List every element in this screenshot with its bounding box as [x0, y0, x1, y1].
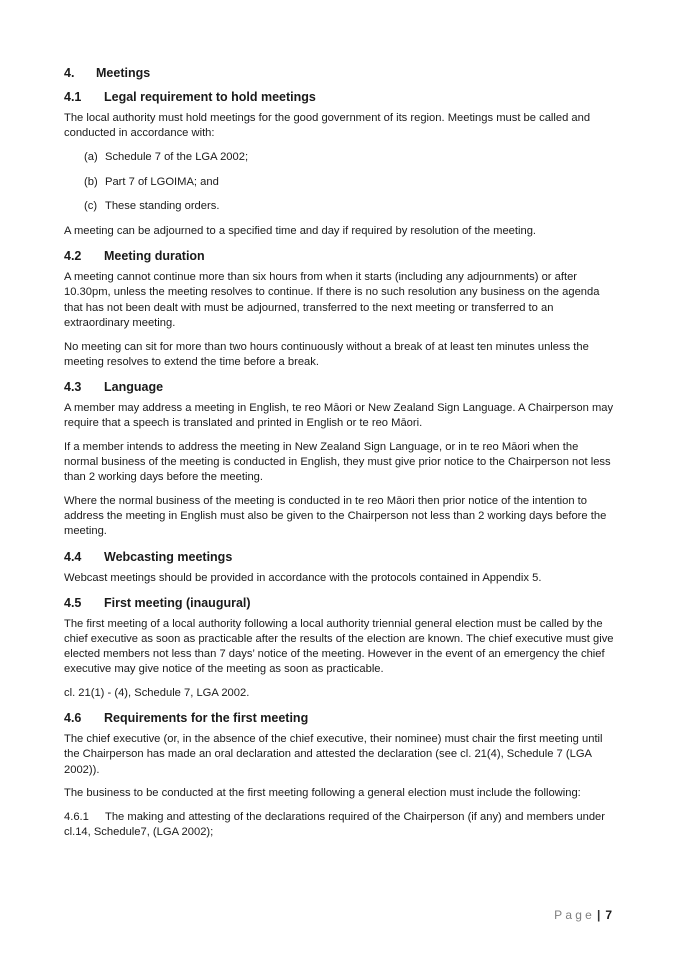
citation: cl. 21(1) - (4), Schedule 7, LGA 2002. [64, 687, 250, 700]
heading-4-5 [64, 596, 614, 610]
heading-4-3 [64, 380, 614, 394]
heading-4-2 [64, 249, 614, 263]
paragraph: The first meeting of a local authority following a local authority triennial general election must be called by the chief executive as soon as practicable after the results of the election are known. The chief executive must give elected members not less than 7 days’ notice of the meeting. However in the event of an emergency the chief executive may give notice of the meeting as soon as practicable. [64, 617, 614, 676]
paragraph: The chief executive (or, in the absence of the chief executive, their nominee) must chair the first meeting until the Chairperson has made an oral declaration and attested the declaration (see cl. 21(4), Schedule 7 (LGA 2002)). [64, 733, 603, 776]
numbered-clause [64, 810, 614, 840]
page-label: Page [554, 908, 595, 922]
page-number: 7 [605, 908, 612, 922]
paragraph: Webcast meetings should be provided in accordance with the protocols contained in Appendix 5. [64, 571, 542, 584]
heading-title: Requirements for the first meeting [104, 711, 309, 726]
heading-title: First meeting (inaugural) [104, 595, 251, 610]
list-text: Part 7 of LGOIMA; and [105, 175, 219, 188]
heading-number: 4.2 [64, 249, 82, 264]
paragraph: A meeting can be adjourned to a specified time and day if required by resolution of the meeting. [64, 225, 537, 238]
list-text: Schedule 7 of the LGA 2002; [105, 150, 249, 163]
heading-number: 4.6 [64, 711, 82, 726]
document-page [64, 60, 614, 849]
heading-number: 4.3 [64, 379, 82, 394]
heading-title: Legal requirement to hold meetings [104, 90, 316, 104]
footer-separator: | [596, 908, 601, 922]
heading-title: Webcasting meetings [104, 549, 233, 564]
paragraph: A meeting cannot continue more than six hours from when it starts (including any adjournments) or after 10.30pm, unless the meeting resolves to continue. If there is no such resolution any business on the agenda that has not been dealt with must be adjourned, transferred to the next meeting or transferred to an extraordinary meeting. [64, 271, 600, 329]
section-heading [64, 66, 614, 80]
section-number: 4. [64, 66, 75, 80]
list-text: These standing orders. [105, 200, 220, 213]
paragraph: No meeting can sit for more than two hours continuously without a break of at least ten minutes unless the meeting resolves to extend the time before a break. [64, 340, 589, 368]
heading-number: 4.4 [64, 549, 82, 564]
paragraph: Where the normal business of the meeting is conducted in te reo Māori then prior notice of the intention to address the meeting in English must also be given to the Chairperson not less than 2 working days before the meeting. [64, 494, 607, 538]
heading-title: Language [104, 379, 164, 394]
heading-number: 4.1 [64, 90, 82, 104]
list-item [84, 199, 614, 214]
list-item [84, 150, 614, 165]
heading-title: Meeting duration [104, 249, 205, 264]
heading-4-4 [64, 550, 614, 564]
heading-4-6 [64, 711, 614, 725]
paragraph: The local authority must hold meetings for the good government of its region. Meetings must be called and conducted in accordance with: [64, 112, 591, 140]
clause-text: The making and attesting of the declarations required of the Chairperson (if any) and members under cl.14, Schedule7, (LGA 2002); [64, 811, 605, 839]
clause-number: 4.6.1 [64, 811, 89, 824]
heading-number: 4.5 [64, 595, 82, 610]
page-footer [554, 908, 612, 922]
list-marker: (a) [84, 150, 98, 163]
heading-4-1 [64, 90, 614, 104]
paragraph: If a member intends to address the meeting in New Zealand Sign Language, or in te reo Māori when the normal business of the meeting is conducted in English, they must give prior notice to the Chairperson not less than 2 working days before the meeting. [64, 440, 611, 484]
section-title: Meetings [96, 66, 151, 80]
list-marker: (b) [84, 175, 98, 188]
list-marker: (c) [84, 200, 98, 213]
paragraph: A member may address a meeting in English, te reo Māori or New Zealand Sign Language. A Chairperson may require that a speech is translated and printed in English or te reo Māori. [64, 401, 614, 430]
paragraph: The business to be conducted at the first meeting following a general election must include the following: [64, 787, 581, 800]
list-item [84, 175, 614, 190]
